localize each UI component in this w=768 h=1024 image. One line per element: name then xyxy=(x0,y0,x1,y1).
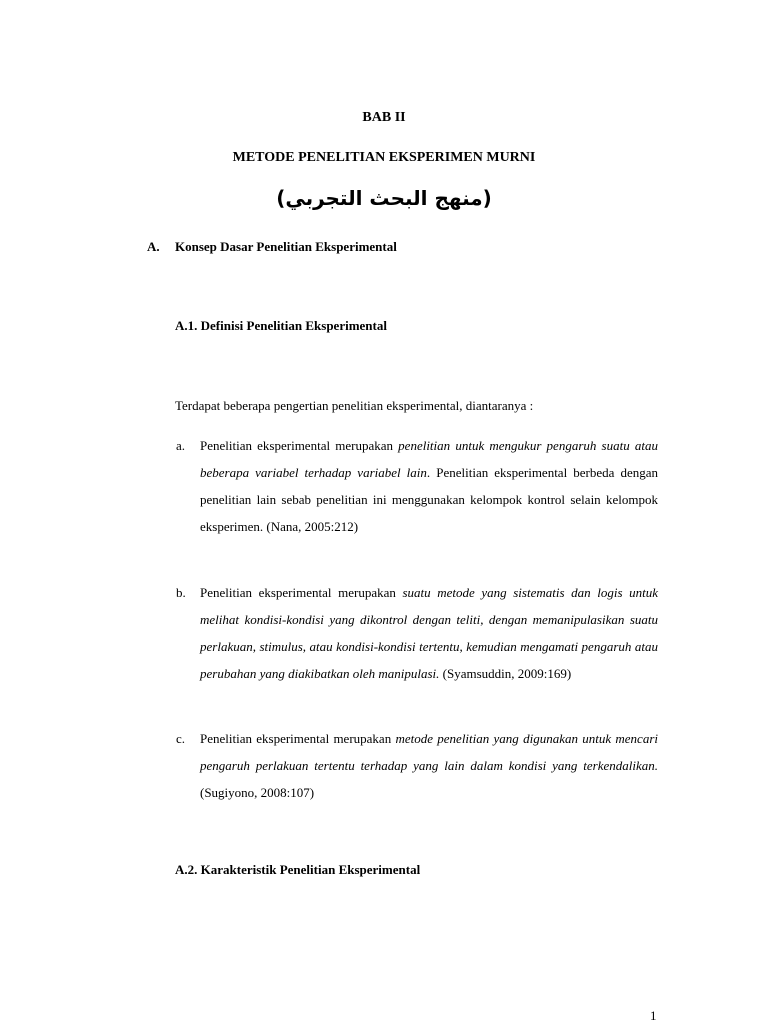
item-lead: Penelitian eksperimental merupakan xyxy=(200,731,396,746)
item-lead: Penelitian eksperimental merupakan xyxy=(200,438,399,453)
list-item-a xyxy=(176,432,658,540)
item-tail: (Sugiyono, 2008:107) xyxy=(200,785,315,800)
arabic-title-wrapper xyxy=(0,186,768,210)
section-a-marker: A. xyxy=(147,239,160,254)
subsection-a2-title: A.2. Karakteristik Penelitian Eksperimental xyxy=(175,862,421,877)
section-a-title: Konsep Dasar Penelitian Eksperimental xyxy=(175,239,397,254)
item-tail: . Penelitian eksperimental berbeda dengan penelitian lain sebab penelitian ini menggunakan kelompok kontrol selain kelompok eksperimen. (Nana, 2005:212) xyxy=(200,465,658,534)
item-lead: Penelitian eksperimental merupakan xyxy=(200,585,403,600)
list-item-c xyxy=(176,725,658,806)
list-item-b xyxy=(176,579,659,687)
item-tail: (Syamsuddin, 2009:169) xyxy=(439,666,572,681)
item-emphasis: penelitian untuk mengukur pengaruh suatu atau beberapa variabel terhadap variabel lain xyxy=(200,438,658,480)
subsection-a1-title: A.1. Definisi Penelitian Eksperimental xyxy=(175,318,387,333)
item-emphasis: metode penelitian yang digunakan untuk mencari pengaruh perlakuan tertentu terhadap yang lain dalam kondisi yang terkendalikan. xyxy=(200,731,658,773)
item-emphasis: suatu metode yang sistematis dan logis untuk melihat kondisi-kondisi yang dikontrol dengan teliti, dengan memanipulasikan suatu perlakuan, stimulus, atau kondisi-kondisi tertentu, kemudian mengamati pengaruh atau perubahan yang diakibatkan oleh manipulasi. xyxy=(200,585,659,681)
document-title: METODE PENELITIAN EKSPERIMEN MURNI xyxy=(232,150,536,165)
intro-paragraph: Terdapat beberapa pengertian penelitian eksperimental, diantaranya : xyxy=(175,398,534,413)
arabic-title: (منهج البحث التجربي) xyxy=(276,186,492,210)
list-marker: a. xyxy=(176,438,186,453)
page-number: 1 xyxy=(650,1008,657,1023)
list-marker: c. xyxy=(176,731,186,746)
list-marker: b. xyxy=(176,585,186,600)
chapter-label: BAB II xyxy=(362,110,406,125)
